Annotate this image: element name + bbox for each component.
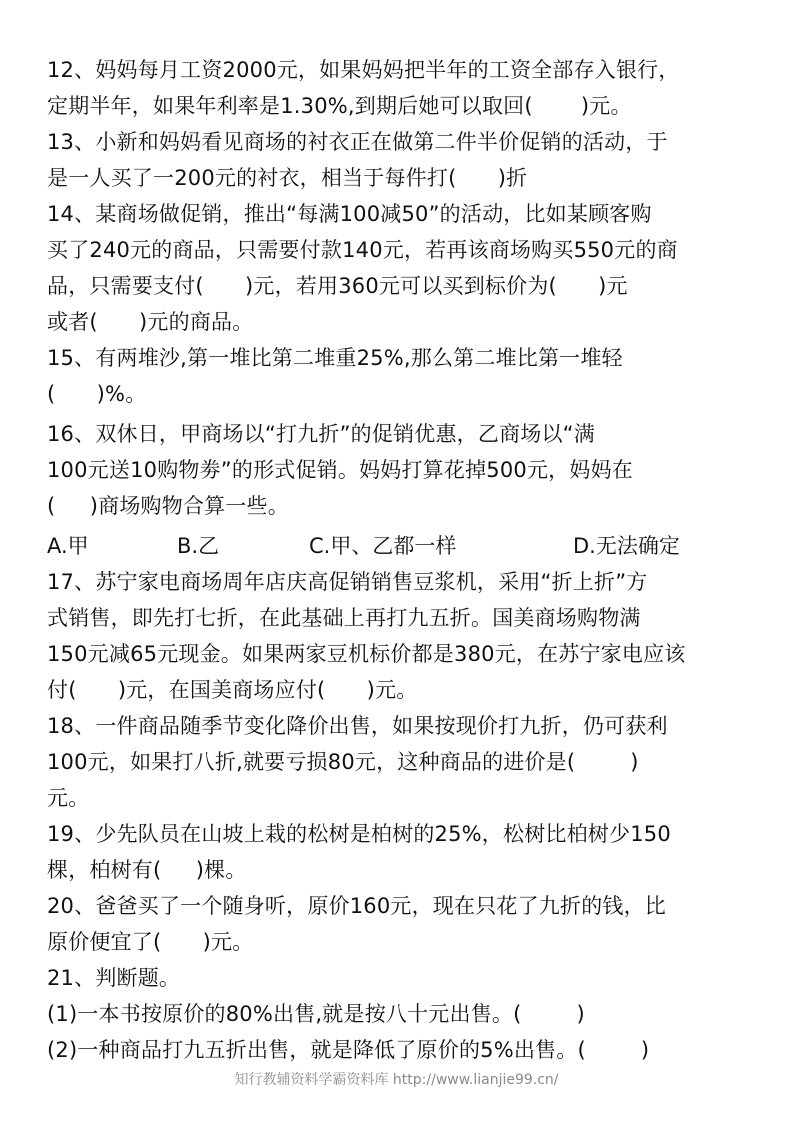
option-b: B.乙 — [177, 534, 220, 558]
q21-item-1: (1)一本书按原价的80%出售,就是按八十元出售。( ) — [47, 1002, 585, 1026]
q14-line-3: 品，只需要支付( )元，若用360元可以买到标价为( )元 — [47, 274, 628, 298]
q21-item-2: (2)一种商品打九五折出售，就是降低了原价的5%出售。( ) — [47, 1038, 650, 1062]
q20-line-1: 20、爸爸买了一个随身听，原价160元，现在只花了九折的钱，比 — [47, 894, 667, 918]
q12-line-1: 12、妈妈每月工资2000元，如果妈妈把半年的工资全部存入银行， — [47, 58, 680, 82]
q17-line-4: 付( )元，在国美商场应付( )元。 — [47, 678, 418, 702]
q15-line-1: 15、有两堆沙,第一堆比第二堆重25%,那么第二堆比第一堆轻 — [47, 346, 623, 370]
q16-line-2: 100元送10购物劵”的形式促销。妈妈打算花掉500元，妈妈在 — [47, 458, 633, 482]
footer-watermark: 知行教辅资料学霸资料库 http://www.lianjie99.cn/ — [234, 1072, 559, 1088]
option-c: C.甲、乙都一样 — [309, 534, 457, 558]
q16-options — [47, 528, 757, 564]
q17-line-2: 式销售，即先打七折，在此基础上再打九五折。国美商场购物满 — [47, 606, 641, 630]
q18-line-2: 100元，如果打八折,就要亏损80元，这种商品的进价是( ) — [47, 750, 639, 774]
option-a: A.甲 — [47, 534, 89, 558]
option-d: D.无法确定 — [573, 534, 680, 558]
q16-line-1: 16、双休日，甲商场以“打九折”的促销优惠，乙商场以“满 — [47, 422, 595, 446]
q15-line-2: ( )%。 — [47, 382, 147, 406]
q14-line-2: 买了240元的商品，只需要付款140元，若再该商场购买550元的商 — [47, 238, 678, 262]
q16-line-3: ( )商场购物合算一些。 — [47, 494, 289, 518]
q20-line-2: 原价便宜了( )元。 — [47, 930, 254, 954]
q18-line-3: 元。 — [47, 786, 90, 810]
q13-line-2: 是一人买了一200元的衬衣，相当于每件打( )折 — [47, 166, 528, 190]
q19-line-1: 19、少先队员在山坡上栽的松树是柏树的25%，松树比柏树少150 — [47, 822, 671, 846]
q13-line-1: 13、小新和妈妈看见商场的衬衣正在做第二件半价促销的活动，于 — [47, 130, 668, 154]
q14-line-1: 14、某商场做促销，推出“每满100减50”的活动，比如某顾客购 — [47, 202, 652, 226]
worksheet — [47, 52, 757, 1068]
q14-line-4: 或者( )元的商品。 — [47, 310, 254, 334]
q17-line-3: 150元减65元现金。如果两家豆机标价都是380元，在苏宁家电应该 — [47, 642, 686, 666]
q18-line-1: 18、一件商品随季节变化降价出售，如果按现价打九折，仍可获利 — [47, 714, 668, 738]
q12-line-2: 定期半年，如果年利率是1.30%,到期后她可以取回( )元。 — [47, 94, 632, 118]
q19-line-2: 棵，柏树有( )棵。 — [47, 858, 247, 882]
q17-line-1: 17、苏宁家电商场周年店庆高促销销售豆浆机，采用“折上折”方 — [47, 570, 648, 594]
q21-heading: 21、判断题。 — [47, 966, 181, 990]
